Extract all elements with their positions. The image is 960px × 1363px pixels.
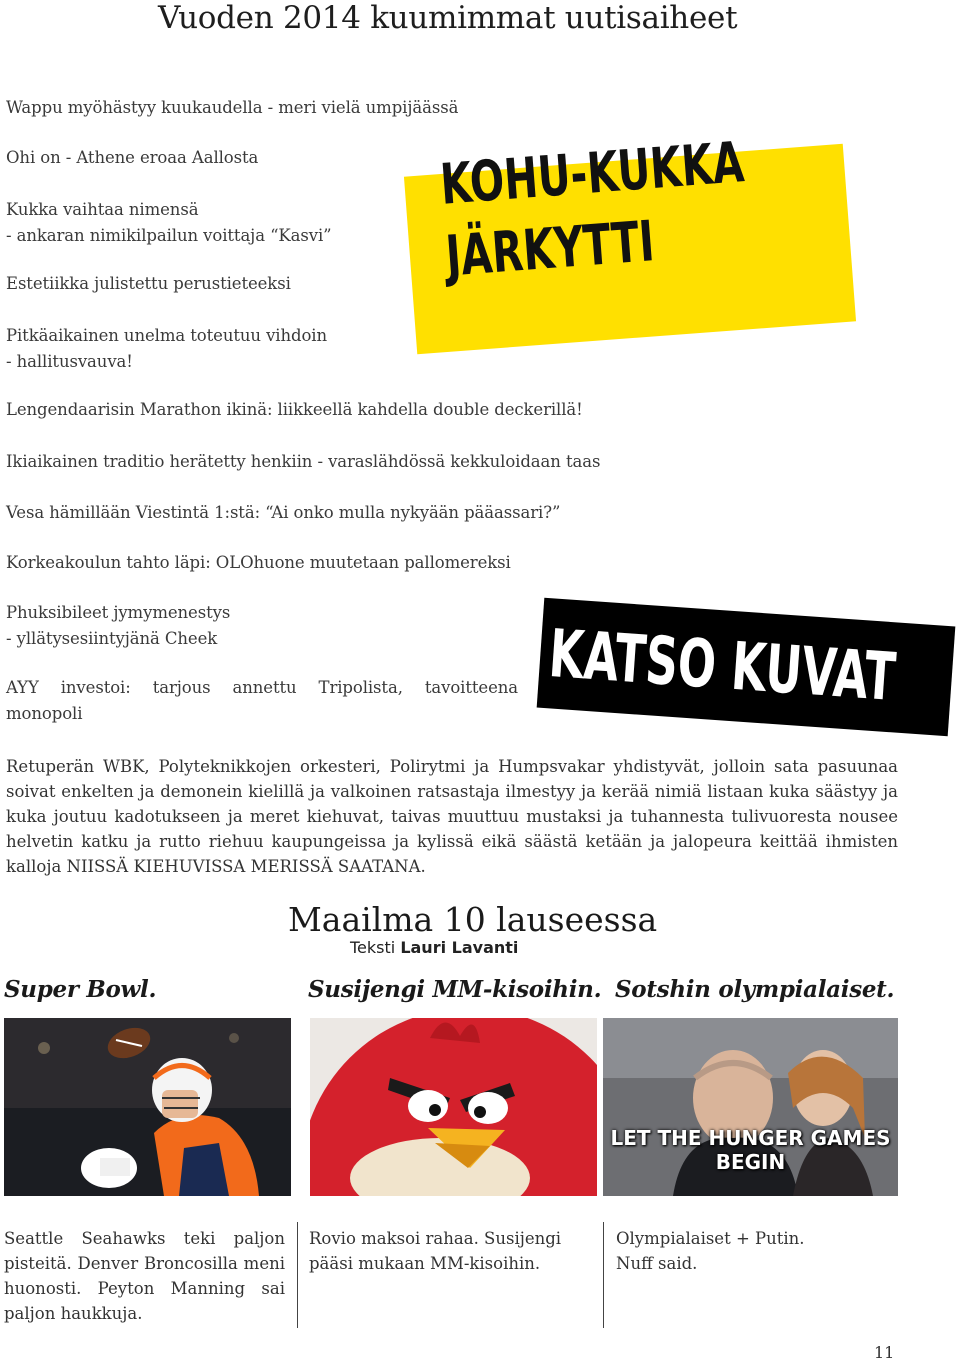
yellow-banner-line: JÄRKYTTI — [443, 209, 657, 290]
football-player-icon — [4, 1018, 291, 1196]
yellow-banner — [438, 127, 750, 293]
column-divider — [603, 1222, 604, 1328]
headline: Estetiikka julistettu perustieteeksi — [6, 274, 291, 293]
column-heading: Super Bowl. — [4, 976, 157, 1003]
headline-line: Pitkäaikainen unelma toteutuu vihdoin — [6, 326, 327, 345]
sochi-photo — [603, 1018, 898, 1196]
headline: Ikiaikainen traditio herätetty henkiin - varaslähdössä kekkuloidaan taas — [6, 452, 601, 471]
page-number: 11 — [874, 1343, 895, 1362]
column-heading: Sotshin olympialaiset. — [615, 976, 895, 1003]
byline-author: Lauri Lavanti — [400, 938, 519, 957]
headline-line: Kukka vaihtaa nimensä — [6, 200, 199, 219]
angry-bird-photo — [310, 1018, 597, 1196]
section-title: Maailma 10 lauseessa — [288, 900, 658, 939]
column-divider — [297, 1222, 298, 1328]
yellow-banner-line: KOHU-KUKKA — [438, 130, 747, 218]
headline-line: AYY investoi: tarjous annettu Tripolista, tavoitteena — [6, 678, 518, 697]
headline — [6, 197, 331, 249]
headline — [6, 675, 518, 727]
column-heading: Susijengi MM-kisoihin. — [308, 976, 602, 1003]
headline-line: - yllätysesiintyjänä Cheek — [6, 629, 218, 648]
photo-overlay-caption — [603, 1126, 898, 1174]
headline: Lengendaarisin Marathon ikinä: liikkeellä kahdella double deckerillä! — [6, 400, 583, 419]
photo-caption-line: BEGIN — [715, 1150, 786, 1174]
headline-line: - ankaran nimikilpailun voittaja “Kasvi” — [6, 226, 332, 245]
column-text: Olympialaiset + Putin. Nuff said. — [616, 1229, 805, 1273]
black-banner: KATSO KUVAT — [546, 615, 898, 716]
headline-line: monopoli — [6, 704, 83, 723]
headline: Wappu myöhästyy kuukaudella - meri vielä umpijäässä — [6, 98, 459, 117]
headline: Vesa hämillään Viestintä 1:stä: “Ai onko mulla nykyään pääassari?” — [6, 503, 561, 522]
page-title: Vuoden 2014 kuumimmat uutisaiheet — [158, 0, 738, 36]
photo-caption-line: LET THE HUNGER GAMES — [610, 1126, 891, 1150]
headline: Ohi on - Athene eroaa Aallosta — [6, 148, 259, 167]
headline — [6, 600, 230, 652]
column-text: Seattle Seahawks teki paljon pisteitä. Denver Broncosilla meni huonosti. Peyton Manning sai paljon haukkuja. — [4, 1229, 285, 1323]
headline-line: Phuksibileet jymymenestys — [6, 603, 231, 622]
byline — [350, 938, 518, 957]
super-bowl-photo — [4, 1018, 291, 1196]
headline-line: - hallitusvauva! — [6, 352, 133, 371]
long-paragraph: Retuperän WBK, Polyteknikkojen orkesteri, Polirytmi ja Humpsvakar yhdistyvät, jolloin sata pasuunaa soivat enkelten ja demonein kielillä ja valkoinen ratsastaja ilmestyy ja kerää nimiä listaan kuka säästyy ja kuka joutuu kadotukseen ja meret kiehuvat, taivas muuttuu mustaksi ja tuhannesta tulivuoresta nousee helvetin katku ja rutto riehuu kaupungeissa ja kylissä eikä säästä ketään ja jalopeura keittää ihmisten kalloja NIISSÄ KIEHUVISSA MERISSÄ SAATANA. — [6, 757, 898, 876]
angry-bird-icon — [310, 1018, 597, 1196]
column-text: Rovio maksoi rahaa. Susijengi pääsi mukaan MM-kisoihin. — [309, 1229, 562, 1273]
headline — [6, 323, 327, 375]
byline-prefix: Teksti — [350, 938, 396, 957]
headline: Korkeakoulun tahto läpi: OLOhuone muutetaan pallomereksi — [6, 553, 511, 572]
